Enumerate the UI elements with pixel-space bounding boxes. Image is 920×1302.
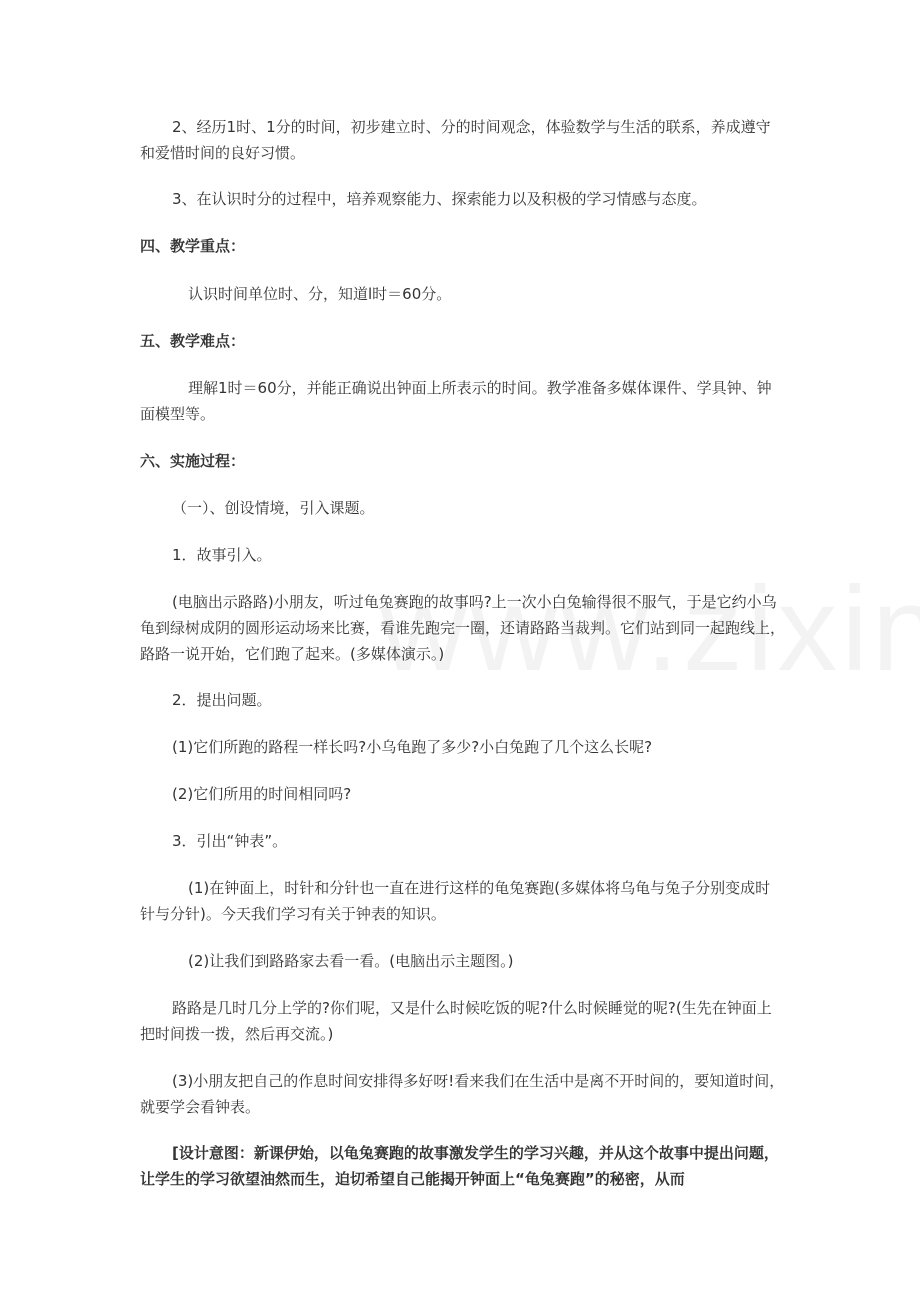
clock-intro-2: (2)让我们到路路家去看一看。(电脑出示主题图。) [188, 952, 514, 970]
objective-3: 3、在认识时分的过程中，培养观察能力、探索能力以及积极的学习情感与态度。 [172, 190, 707, 208]
question-2: (2)它们所用的时间相同吗? [172, 785, 352, 803]
question-1: (1)它们所跑的路程一样长吗?小乌龟跑了多少?小白兔跑了几个这么长呢? [172, 738, 653, 756]
daily-schedule-question: 路路是几时几分上学的?你们呢，又是什么时候吃饭的呢?什么时候睡觉的呢?(生先在钟面上把时间拨一拨，然后再交流。) [140, 999, 772, 1043]
heading-difficulties: 五、教学难点： [140, 332, 246, 350]
clock-intro-1: (1)在钟面上，时针和分针也一直在进行这样的龟兔赛跑(多媒体将乌龟与兔子分别变成时针与分针)。今天我们学习有关于钟表的知识。 [140, 879, 771, 923]
story-paragraph: (电脑出示路路)小朋友，听过龟兔赛跑的故事吗?上一次小白兔输得很不服气，于是它约小乌龟到绿树成阴的圆形运动场来比赛，看谁先跑完一圈，还请路路当裁判。它们站到同一起跑线上，路路一说开始，它们跑了起来。(多媒体演示。) [140, 593, 786, 663]
key-points-text: 认识时间单位时、分，知道l时＝60分。 [188, 285, 452, 303]
heading-process: 六、实施过程： [140, 452, 246, 470]
objective-2: 2、经历1时、1分的时间，初步建立时、分的时间观念，体验数学与生活的联系，养成遵守和爱惜时间的良好习惯。 [140, 118, 771, 162]
step-3-title: 3．引出“钟表”。 [172, 832, 288, 850]
difficulties-text: 理解1时＝60分，并能正确说出钟面上所表示的时间。教学准备多媒体课件、学具钟、钟面模型等。 [140, 379, 772, 423]
heading-key-points: 四、教学重点： [140, 237, 246, 255]
design-intent: [设计意图：新课伊始，以龟兔赛跑的故事激发学生的学习兴趣，并从这个故事中提出问题，让学生的学习欲望油然而生，迫切希望自己能揭开钟面上“龟兔赛跑”的秘密，从而 [140, 1144, 779, 1188]
clock-intro-3: (3)小朋友把自己的作息时间安排得多好呀!看来我们在生活中是离不开时间的，要知道时间，就要学会看钟表。 [140, 1072, 785, 1116]
step-2-title: 2．提出问题。 [172, 691, 272, 709]
section-1-title: （一）、创设情境，引入课题。 [172, 499, 375, 517]
step-1-title: 1．故事引入。 [172, 546, 272, 564]
